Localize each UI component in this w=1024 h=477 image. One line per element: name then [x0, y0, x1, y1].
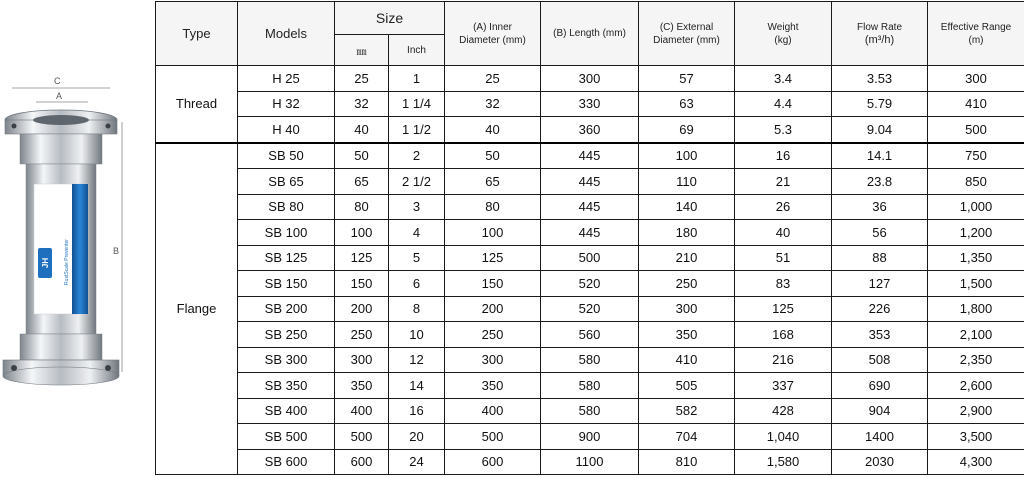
cell-flow: 508 — [832, 347, 928, 373]
cell-model: H 25 — [238, 66, 335, 92]
cell-inner: 32 — [445, 91, 541, 117]
table-row — [156, 169, 1024, 195]
header-external-diameter-line2: Diameter (mm) — [653, 34, 720, 46]
cell-inner: 100 — [445, 220, 541, 246]
cell-inner: 600 — [445, 449, 541, 475]
header-weight-line2: (kg) — [774, 34, 792, 46]
cell-inch: 14 — [389, 373, 445, 399]
header-external-diameter — [639, 2, 735, 66]
header-effective-range-line1: Effective Range — [940, 21, 1012, 33]
header-flow-rate-line1: Flow Rate — [857, 21, 903, 33]
cell-weight: 40 — [735, 220, 832, 246]
cell-range: 1,000 — [928, 194, 1024, 220]
bolt-hole — [106, 124, 111, 129]
cell-range: 1,200 — [928, 220, 1024, 246]
cell-range: 2,900 — [928, 398, 1024, 424]
bottom-flange-edge — [3, 367, 119, 385]
cell-flow: 3.53 — [832, 66, 928, 92]
cell-mm: 150 — [335, 271, 389, 297]
cell-length: 445 — [541, 169, 639, 195]
cell-external: 210 — [639, 245, 735, 271]
cell-external: 704 — [639, 424, 735, 450]
cell-mm: 50 — [335, 143, 389, 169]
table-row — [156, 373, 1024, 399]
cell-inner: 400 — [445, 398, 541, 424]
cell-external: 100 — [639, 143, 735, 169]
cell-weight: 26 — [735, 194, 832, 220]
cell-inch: 3 — [389, 194, 445, 220]
cell-inner: 125 — [445, 245, 541, 271]
cell-inch: 24 — [389, 449, 445, 475]
cell-model: SB 500 — [238, 424, 335, 450]
table-row — [156, 347, 1024, 373]
cell-length: 560 — [541, 322, 639, 348]
cell-length: 580 — [541, 373, 639, 399]
header-effective-range — [928, 2, 1024, 66]
cell-inch: 2 1/2 — [389, 169, 445, 195]
cell-model: SB 80 — [238, 194, 335, 220]
cell-mm: 250 — [335, 322, 389, 348]
cell-length: 520 — [541, 296, 639, 322]
cell-inner: 65 — [445, 169, 541, 195]
label-blue-stripe — [72, 184, 88, 314]
cell-model: SB 50 — [238, 143, 335, 169]
bolt-hole — [11, 365, 17, 371]
cell-length: 445 — [541, 143, 639, 169]
cell-model: SB 400 — [238, 398, 335, 424]
header-inner-diameter-line1: (A) Inner — [473, 21, 512, 33]
table-row — [156, 322, 1024, 348]
cell-range: 410 — [928, 91, 1024, 117]
cell-length: 1100 — [541, 449, 639, 475]
cell-inch: 8 — [389, 296, 445, 322]
cell-weight: 3.4 — [735, 66, 832, 92]
table-row — [156, 296, 1024, 322]
cell-mm: 80 — [335, 194, 389, 220]
table-row — [156, 66, 1024, 92]
label-product-name: RustScale Preventer — [64, 239, 70, 285]
cell-inch: 1 — [389, 66, 445, 92]
cell-external: 250 — [639, 271, 735, 297]
cell-inner: 25 — [445, 66, 541, 92]
header-effective-range-line2: (m) — [968, 34, 984, 46]
cell-mm: 400 — [335, 398, 389, 424]
cell-weight: 168 — [735, 322, 832, 348]
cell-model: SB 250 — [238, 322, 335, 348]
cell-range: 4,300 — [928, 449, 1024, 475]
cell-length: 360 — [541, 117, 639, 143]
cell-flow: 226 — [832, 296, 928, 322]
cell-weight: 337 — [735, 373, 832, 399]
cell-inner: 80 — [445, 194, 541, 220]
cell-length: 445 — [541, 220, 639, 246]
cell-external: 63 — [639, 91, 735, 117]
cell-model: SB 65 — [238, 169, 335, 195]
cell-weight: 21 — [735, 169, 832, 195]
cell-mm: 32 — [335, 91, 389, 117]
cell-weight: 125 — [735, 296, 832, 322]
cell-external: 350 — [639, 322, 735, 348]
table-row — [156, 245, 1024, 271]
cell-flow: 353 — [832, 322, 928, 348]
cell-inner: 500 — [445, 424, 541, 450]
cell-external: 69 — [639, 117, 735, 143]
cell-external: 410 — [639, 347, 735, 373]
cell-model: SB 600 — [238, 449, 335, 475]
cell-flow: 690 — [832, 373, 928, 399]
cell-model: SB 350 — [238, 373, 335, 399]
table-row — [156, 143, 1024, 169]
header-inner-diameter — [445, 2, 541, 66]
header-weight-line1: Weight — [767, 21, 799, 33]
header-weight — [735, 2, 832, 66]
cell-range: 850 — [928, 169, 1024, 195]
cell-inch: 5 — [389, 245, 445, 271]
cell-mm: 25 — [335, 66, 389, 92]
cell-inner: 200 — [445, 296, 541, 322]
dimension-c-label: C — [54, 76, 61, 86]
cell-inch: 10 — [389, 322, 445, 348]
cell-inner: 250 — [445, 322, 541, 348]
cell-inch: 6 — [389, 271, 445, 297]
cell-external: 57 — [639, 66, 735, 92]
cell-flow: 904 — [832, 398, 928, 424]
cell-range: 2,600 — [928, 373, 1024, 399]
cell-range: 1,350 — [928, 245, 1024, 271]
cell-flow: 14.1 — [832, 143, 928, 169]
cell-length: 445 — [541, 194, 639, 220]
cell-flow: 5.79 — [832, 91, 928, 117]
bolt-hole — [105, 365, 111, 371]
cell-flow: 88 — [832, 245, 928, 271]
cell-length: 500 — [541, 245, 639, 271]
cell-inch: 16 — [389, 398, 445, 424]
cell-range: 2,100 — [928, 322, 1024, 348]
cell-range: 300 — [928, 66, 1024, 92]
cell-flow: 56 — [832, 220, 928, 246]
cell-mm: 65 — [335, 169, 389, 195]
top-neck — [20, 134, 102, 164]
header-flow-rate-line2: (m³/h) — [864, 33, 895, 46]
cell-range: 3,500 — [928, 424, 1024, 450]
cell-length: 300 — [541, 66, 639, 92]
table-row — [156, 449, 1024, 475]
header-external-diameter-line1: (C) External — [659, 21, 714, 33]
top-bore — [33, 115, 89, 125]
bolt-hole — [12, 124, 17, 129]
cell-weight: 5.3 — [735, 117, 832, 143]
cell-flow: 9.04 — [832, 117, 928, 143]
cell-inch: 4 — [389, 220, 445, 246]
cell-inner: 50 — [445, 143, 541, 169]
cell-model: SB 125 — [238, 245, 335, 271]
cell-flow: 1400 — [832, 424, 928, 450]
cell-inner: 300 — [445, 347, 541, 373]
cell-flow: 2030 — [832, 449, 928, 475]
cell-weight: 51 — [735, 245, 832, 271]
cell-mm: 125 — [335, 245, 389, 271]
cell-flow: 127 — [832, 271, 928, 297]
cell-mm: 300 — [335, 347, 389, 373]
table-row — [156, 117, 1024, 143]
cell-range: 2,350 — [928, 347, 1024, 373]
cell-external: 140 — [639, 194, 735, 220]
cell-mm: 600 — [335, 449, 389, 475]
cell-flow: 23.8 — [832, 169, 928, 195]
table-row — [156, 398, 1024, 424]
cell-inch: 1 1/2 — [389, 117, 445, 143]
cell-length: 580 — [541, 398, 639, 424]
cell-weight: 16 — [735, 143, 832, 169]
cell-weight: 216 — [735, 347, 832, 373]
cell-inner: 150 — [445, 271, 541, 297]
cell-external: 180 — [639, 220, 735, 246]
group-type-cell: Thread — [156, 66, 238, 143]
cell-external: 505 — [639, 373, 735, 399]
table-body — [156, 66, 1024, 475]
cell-model: SB 300 — [238, 347, 335, 373]
cell-external: 810 — [639, 449, 735, 475]
cell-weight: 4.4 — [735, 91, 832, 117]
cell-range: 1,500 — [928, 271, 1024, 297]
cell-flow: 36 — [832, 194, 928, 220]
dimension-a-label: A — [56, 91, 63, 101]
cell-model: SB 100 — [238, 220, 335, 246]
cell-mm: 500 — [335, 424, 389, 450]
header-length: (B) Length (mm) — [541, 2, 639, 66]
header-size-inch: Inch — [389, 35, 445, 66]
cell-weight: 1,040 — [735, 424, 832, 450]
cell-external: 110 — [639, 169, 735, 195]
product-illustration — [0, 70, 150, 410]
cell-model: H 32 — [238, 91, 335, 117]
table-row — [156, 220, 1024, 246]
cell-range: 1,800 — [928, 296, 1024, 322]
cell-inner: 350 — [445, 373, 541, 399]
cell-weight: 83 — [735, 271, 832, 297]
header-models: Models — [238, 2, 335, 66]
cell-inch: 12 — [389, 347, 445, 373]
cell-inch: 20 — [389, 424, 445, 450]
header-flow-rate — [832, 2, 928, 66]
cell-inch: 1 1/4 — [389, 91, 445, 117]
brand-logo-text: JH — [41, 257, 50, 269]
bottom-neck — [20, 334, 102, 360]
cell-range: 750 — [928, 143, 1024, 169]
dimension-b-label: B — [113, 246, 120, 256]
cell-mm: 350 — [335, 373, 389, 399]
cell-model: H 40 — [238, 117, 335, 143]
cell-model: SB 200 — [238, 296, 335, 322]
cell-external: 582 — [639, 398, 735, 424]
cell-mm: 200 — [335, 296, 389, 322]
cell-length: 330 — [541, 91, 639, 117]
cell-mm: 40 — [335, 117, 389, 143]
cell-length: 520 — [541, 271, 639, 297]
cell-weight: 428 — [735, 398, 832, 424]
cell-inner: 40 — [445, 117, 541, 143]
cell-model: SB 150 — [238, 271, 335, 297]
cell-mm: 100 — [335, 220, 389, 246]
header-type: Type — [156, 2, 238, 66]
pipe-device-drawing — [0, 70, 150, 410]
cell-external: 300 — [639, 296, 735, 322]
cell-length: 900 — [541, 424, 639, 450]
header-size-mm: ㎜ — [335, 35, 389, 66]
table-row — [156, 271, 1024, 297]
cell-inch: 2 — [389, 143, 445, 169]
header-size: Size — [335, 2, 445, 35]
cell-range: 500 — [928, 117, 1024, 143]
cell-weight: 1,580 — [735, 449, 832, 475]
header-inner-diameter-line2: Diameter (mm) — [459, 34, 526, 46]
table-row — [156, 424, 1024, 450]
spec-table — [155, 1, 1024, 475]
table-row — [156, 91, 1024, 117]
cell-length: 580 — [541, 347, 639, 373]
group-type-cell: Flange — [156, 143, 238, 475]
table-row — [156, 194, 1024, 220]
